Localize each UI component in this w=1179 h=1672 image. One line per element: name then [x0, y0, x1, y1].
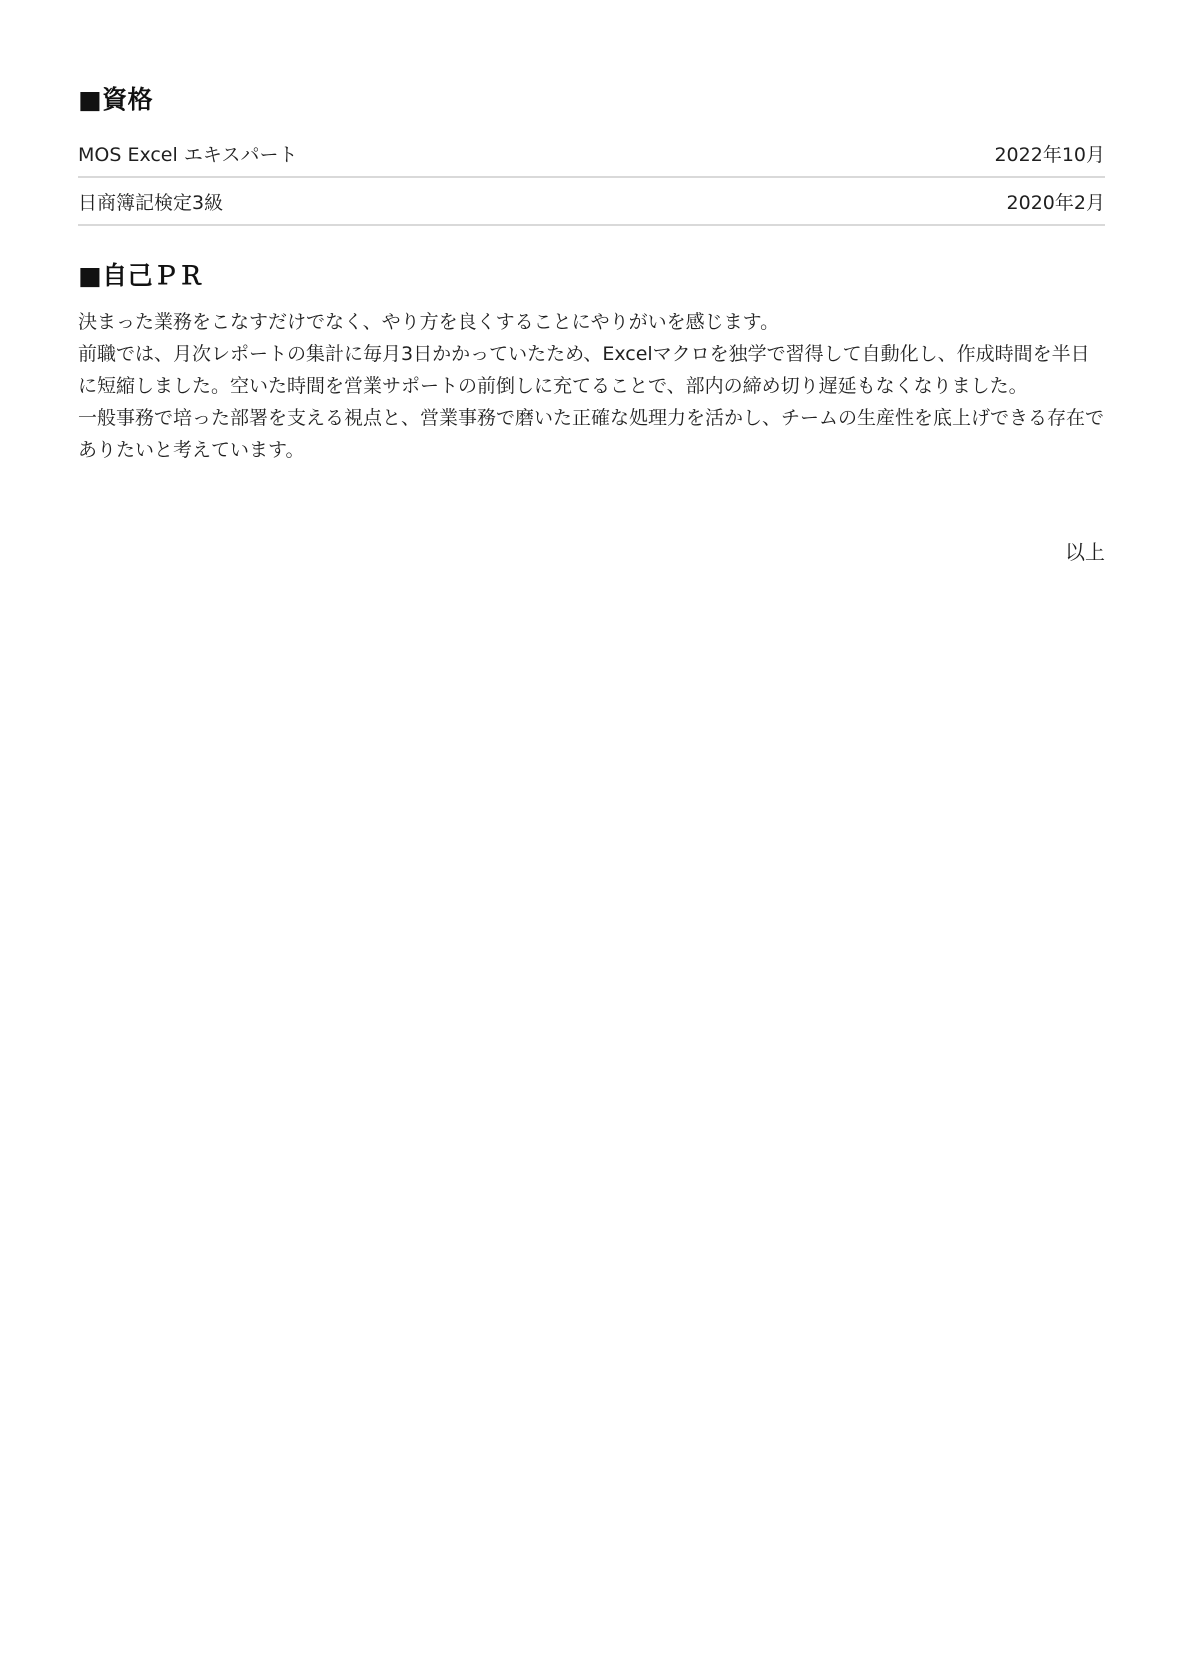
qualification-date: 2020年2月 [1006, 191, 1105, 214]
qualification-date: 2022年10月 [994, 143, 1105, 166]
self-pr-paragraph: 一般事務で培った部署を支える視点と、営業事務で磨いた正確な処理力を活かし、チームの生産性を底上げできる存在でありたいと考えています。 [78, 407, 1105, 461]
qualifications-heading: ■資格 [78, 85, 154, 114]
qualifications-section [78, 80, 1105, 226]
self-pr-heading: ■自己ＰＲ [78, 261, 205, 290]
qualification-row [78, 130, 1105, 178]
self-pr-section [78, 256, 1105, 466]
self-pr-paragraph: 決まった業務をこなすだけでなく、やり方を良くすることにやりがいを感じます。 [78, 311, 780, 333]
closing-text: 以上 [1065, 540, 1105, 564]
qualification-name: MOS Excel エキスパート [78, 143, 298, 166]
qualification-row [78, 178, 1105, 226]
resume-page [78, 80, 1105, 565]
qualification-name: 日商簿記検定3級 [78, 191, 224, 214]
self-pr-paragraph: 前職では、月次レポートの集計に毎月3日かかっていたため、Excelマクロを独学で習得して自動化し、作成時間を半日に短縮しました。空いた時間を営業サポートの前倒しに充てることで、部内の締め切り遅延もなくなりました。 [78, 343, 1090, 397]
qualifications-list [78, 130, 1105, 226]
self-pr-body [78, 306, 1105, 466]
